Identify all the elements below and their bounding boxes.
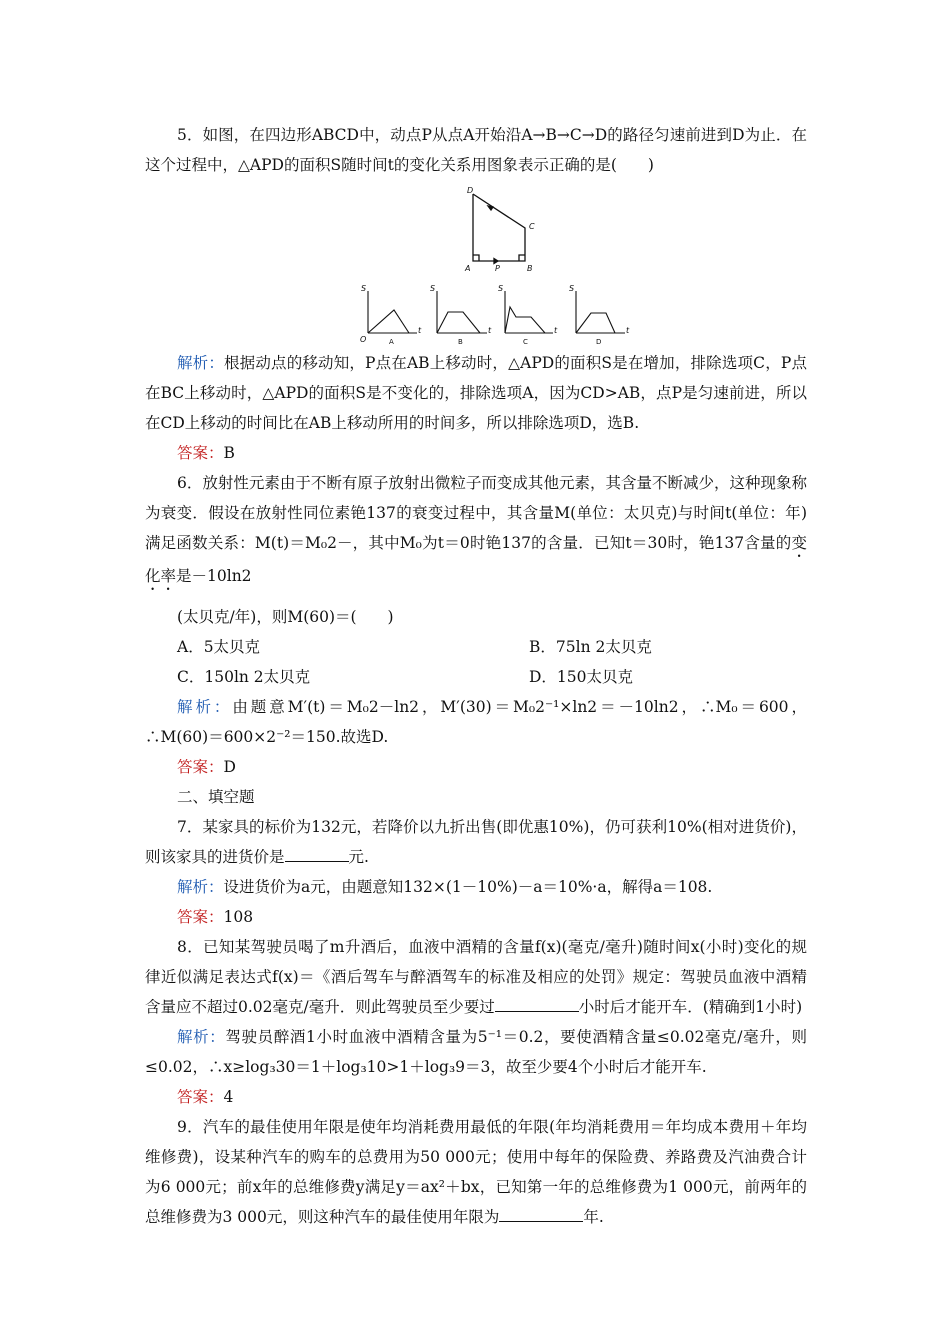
question-8-analysis	[145, 1022, 807, 1082]
question-8-text	[145, 932, 807, 1022]
option-d: D．150太贝克	[529, 668, 634, 686]
graph-b-curve	[437, 312, 480, 333]
answer-blank	[285, 847, 349, 862]
vertex-b-label: B	[527, 264, 533, 273]
analysis-label: 解析：	[177, 354, 225, 372]
question-7-text-b: 元.	[348, 848, 369, 866]
analysis-text: 由题意M′(t)＝M₀2－ln2，M′(30)＝M₀2⁻¹×ln2＝－10ln2，∴M₀＝600，∴M(60)＝600×2⁻²＝150.故选D.	[145, 698, 807, 746]
option-b: B．75ln 2太贝克	[529, 638, 652, 656]
graph-b-caption: B	[458, 338, 463, 344]
question-6-emphasis: 变化率	[145, 534, 807, 585]
graph-option-b	[437, 291, 487, 333]
analysis-label: 解析：	[177, 1028, 226, 1046]
graph-a-t-label: t	[418, 326, 422, 335]
quadrilateral-abcd	[473, 194, 525, 264]
graph-a-origin-label: O	[360, 335, 367, 344]
question-6-analysis	[145, 692, 807, 752]
document-page	[145, 120, 807, 1232]
graph-d-s-label: S	[569, 284, 575, 293]
answer-value: 4	[223, 1088, 234, 1106]
quadrilateral-and-graphs-figure	[145, 186, 807, 344]
question-5-text: 5．如图，在四边形ABCD中，动点P从点A开始沿A→B→C→D的路径匀速前进到D为止．在这个过程中，△APD的面积S随时间t的变化关系用图象表示正确的是( )	[145, 126, 807, 174]
graph-a-caption: A	[389, 338, 394, 344]
graph-a-curve	[368, 310, 409, 333]
graph-b-s-label: S	[430, 284, 436, 293]
vertex-a-label: A	[465, 264, 471, 273]
question-6-options-row-2	[145, 662, 807, 692]
question-7-answer	[145, 902, 807, 932]
graph-c-caption: C	[523, 338, 528, 344]
direction-arrow-cd	[488, 206, 493, 210]
question-6-text-b: 是－10ln2	[176, 567, 252, 585]
analysis-label: 解析：	[177, 698, 233, 716]
question-8-text-b: 小时后才能开车．(精确到1小时)	[578, 998, 803, 1016]
question-6-text-c: (太贝克/年)，则M(60)＝( )	[177, 608, 394, 626]
right-angle-b	[519, 255, 525, 261]
analysis-text: 驾驶员醉酒1小时血液中酒精含量为5⁻¹＝0.2，要使酒精含量≤0.02毫克/毫升，则≤0.02，∴x≥log₃30＝1＋log₃10>1＋log₃9＝3，故至少要4个小时后才能开车.	[145, 1028, 807, 1076]
graph-a-s-label: S	[361, 284, 367, 293]
vertex-c-label: C	[529, 222, 535, 231]
option-c: C．150ln 2太贝克	[177, 668, 311, 686]
question-7-text-a: 7．某家具的标价为132元，若降价以九折出售(即优惠10%)，仍可获利10%(相对进货价)，则该家具的进货价是	[145, 818, 807, 866]
direction-arrow-ab	[494, 259, 498, 264]
point-p-label: P	[495, 264, 500, 273]
graph-c-s-label: S	[498, 284, 504, 293]
vertex-d-label: D	[467, 186, 474, 195]
question-9-text	[145, 1112, 807, 1232]
answer-value: 108	[223, 908, 254, 926]
graph-d-caption: D	[596, 338, 602, 344]
answer-label: 答案：	[177, 908, 224, 926]
quadrilateral-outline	[473, 194, 525, 261]
graph-b-t-label: t	[488, 326, 492, 335]
question-7-text	[145, 812, 807, 872]
graph-option-a	[368, 291, 417, 333]
graph-d-t-label: t	[626, 326, 630, 335]
graph-d-curve	[576, 313, 615, 333]
answer-label: 答案：	[177, 758, 224, 776]
question-6-text	[145, 468, 807, 594]
right-angle-a	[473, 255, 479, 261]
answer-label: 答案：	[177, 1088, 224, 1106]
graph-c-t-label: t	[554, 326, 558, 335]
question-9-text-a: 9．汽车的最佳使用年限是使年均消耗费用最低的年限(年均消耗费用＝年均成本费用＋年均维修费)，设某种汽车的购车的总费用为50 000元；使用中每年的保险费、养路费及汽油费合计为6 000元；前x年的总维修费y满足y＝ax²＋bx，已知第一年的总维修费为1 000元，前两年的总维修费为3 000元，则这种汽车的最佳使用年限为	[145, 1118, 807, 1226]
analysis-label: 解析：	[177, 878, 224, 896]
question-5-answer	[145, 438, 807, 468]
question-6-answer	[145, 752, 807, 782]
question-5-figure	[145, 186, 807, 344]
graph-option-d	[576, 291, 625, 333]
graph-option-c	[505, 291, 553, 333]
question-9-text-b: 年.	[583, 1208, 604, 1226]
answer-value: D	[223, 758, 236, 776]
answer-blank	[499, 1207, 583, 1222]
question-6-options-row-1	[145, 632, 807, 662]
option-a: A．5太贝克	[177, 638, 261, 656]
question-8-answer	[145, 1082, 807, 1112]
analysis-text: 设进货价为a元，由题意知132×(1－10%)－a＝10%·a，解得a＝108.	[223, 878, 713, 896]
analysis-text: 根据动点的移动知，P点在AB上移动时，△APD的面积S是在增加，排除选项C，P点在BC上移动时，△APD的面积S是不变化的，排除选项A，因为CD>AB，点P是匀速前进，所以在CD上移动的时间比在AB上移动所用的时间多，所以排除选项D，选B.	[145, 354, 807, 432]
graph-c-curve	[505, 307, 545, 333]
question-7-analysis	[145, 872, 807, 902]
question-8-text-a: 8．已知某驾驶员喝了m升酒后，血液中酒精的含量f(x)(毫克/毫升)随时间x(小时)变化的规律近似满足表达式f(x)＝《酒后驾车与醉酒驾车的标准及相应的处罚》规定：驾驶员血液中酒精含量应不超过0.02毫克/毫升．则此驾驶员至少要过	[145, 938, 807, 1016]
section-heading: 二、填空题	[177, 788, 255, 806]
question-5-analysis	[145, 348, 807, 438]
answer-blank	[495, 997, 579, 1012]
question-6-text-a: 6．放射性元素由于不断有原子放射出微粒子而变成其他元素，其含量不断减少，这种现象称为衰变．假设在放射性同位素铯137的衰变过程中，其含量M(单位：太贝克)与时间t(单位：年)满足函数关系：M(t)＝M₀2－，其中M₀为t＝0时铯137的含量．已知t＝30时，铯137含量的	[145, 474, 807, 552]
answer-value: B	[223, 444, 235, 462]
answer-label: 答案：	[177, 444, 224, 462]
